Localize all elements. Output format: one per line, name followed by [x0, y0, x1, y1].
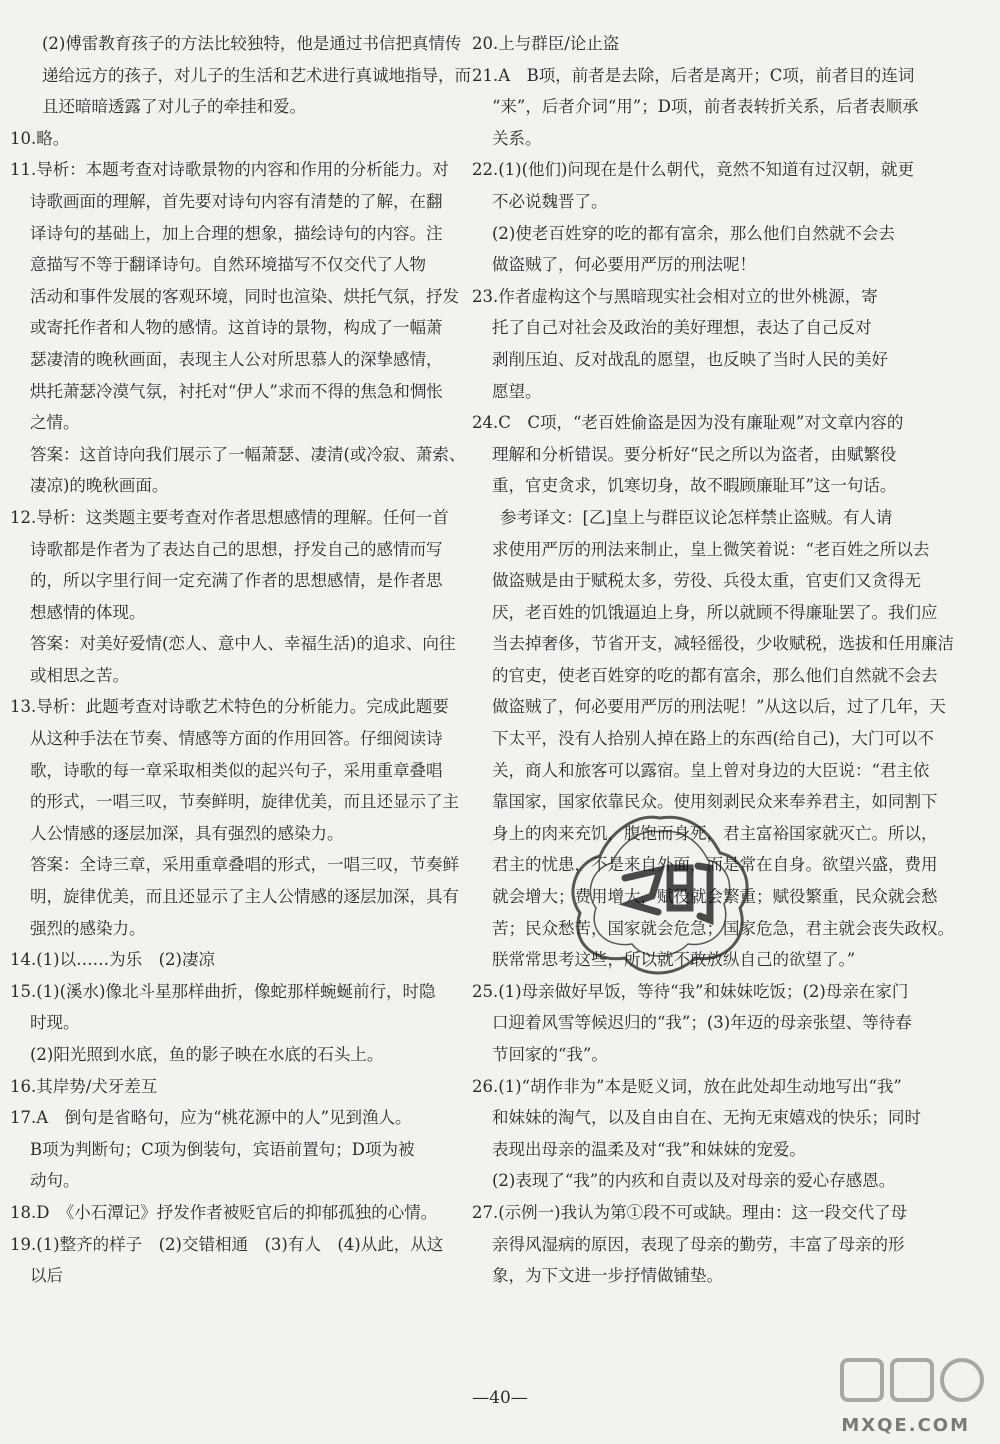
text-line: 17.A 倒句是省略句，应为“桃花源中的人”见到渔人。: [10, 1108, 412, 1128]
text-line: 厌，老百姓的饥饿逼迫上身，所以就顾不得廉耻罢了。我们应: [492, 602, 938, 622]
right-column: [472, 28, 954, 1292]
text-line: 托了自己对社会及政治的美好理想，表达了自己反对: [492, 318, 872, 338]
stamp-seal-icon: [560, 808, 760, 978]
text-line: 答案：这首诗向我们展示了一幅萧瑟、凄清(或冷寂、萧索、: [30, 444, 466, 464]
text-line: 答案：全诗三章，采用重章叠唱的形式，一唱三叹，节奏鲜: [30, 855, 459, 875]
text-line: 做盗贼是由于赋税太多，劳役、兵役太重，官吏们又贪得无: [492, 571, 921, 591]
text-line: 亲得风湿病的原因，表现了母亲的勤劳，丰富了母亲的形: [492, 1234, 905, 1254]
text-line: 16.其岸势/犬牙差互: [10, 1076, 158, 1096]
text-line: 愿望。: [492, 381, 542, 401]
text-line: 关系。: [492, 128, 542, 148]
text-line: 做盗贼了，何必要用严厉的刑法呢！”从这以后，过了几年，天: [492, 697, 946, 717]
text-line: 剥削压迫、反对战乱的愿望，也反映了当时人民的美好: [492, 349, 888, 369]
text-line: B项为判断句；C项为倒装句，宾语前置句；D项为被: [30, 1139, 415, 1159]
text-line: 答案：对美好爱情(恋人、意中人、幸福生活)的追求、向往: [30, 634, 456, 654]
text-line: 从这种手法在节奏、情感等方面的作用回答。仔细阅读诗: [30, 729, 443, 749]
text-line: 22.(1)(他们)问现在是什么朝代，竟然不知道有过汉朝，就更: [472, 160, 914, 180]
text-line: 凄凉)的晚秋画面。: [30, 476, 169, 496]
text-line: 君主的忧患，不是来自外面，而是常在自身。欲望兴盛，费用: [492, 855, 938, 875]
text-line: 20.上与群臣/论止盗: [472, 34, 620, 53]
text-line: 26.(1)“胡作非为”本是贬义词，放在此处却生动地写出“我”: [472, 1076, 902, 1096]
text-line: 不必说魏晋了。: [492, 191, 608, 211]
text-line: 25.(1)母亲做好早饭，等待“我”和妹妹吃饭；(2)母亲在家门: [472, 981, 909, 1001]
text-line: 身上的肉来充饥，腹饱而身死，君主富裕国家就灭亡。所以，: [492, 823, 938, 843]
text-line: 做盗贼了，何必要用严厉的刑法呢！: [492, 255, 756, 275]
text-line: 且还暗暗透露了对儿子的牵挂和爱。: [42, 97, 306, 117]
text-line: 之情。: [30, 413, 80, 433]
text-line: 或寄托作者和人物的感情。这首诗的景物，构成了一幅萧: [30, 318, 443, 338]
text-line: 当去掉奢侈，节省开支，减轻徭役，少收赋税，选拔和任用廉洁: [492, 634, 954, 654]
text-line: 苦；民众愁苦，国家就会危急；国家危急，君主就会丧失政权。: [492, 918, 954, 938]
text-line: 14.(1)以……为乐 (2)凄凉: [10, 950, 215, 970]
text-line: 13.导析：此题考查对诗歌艺术特色的分析能力。完成此题要: [10, 697, 449, 717]
text-line: 就会增大；费用增大，赋役就会繁重；赋役繁重，民众就会愁: [492, 887, 938, 907]
text-line: 的形式，一唱三叹，节奏鲜明，旋律优美，而且还显示了主: [30, 792, 459, 812]
text-line: 强烈的感染力。: [30, 918, 146, 938]
text-line: 表现出母亲的温柔及对“我”和妹妹的宠爱。: [492, 1139, 806, 1159]
text-line: “来”，后者介词“用”；D项，前者表转折关系，后者表顺承: [492, 97, 919, 117]
text-line: 朕常常思考这些，所以就不敢放纵自己的欲望了。”: [492, 950, 856, 970]
text-line: 烘托萧瑟冷漠气氛，衬托对“伊人”求而不得的焦急和惆怅: [30, 381, 443, 401]
text-line: 23.作者虚构这个与黑暗现实社会相对立的世外桃源，寄: [472, 286, 878, 306]
text-line: 18.D 《小石潭记》抒发作者被贬官后的抑郁孤独的心情。: [10, 1202, 438, 1222]
text-line: (2)表现了“我”的内疚和自责以及对母亲的爱心存感恩。: [492, 1171, 896, 1191]
text-line: 递给远方的孩子，对儿子的生活和艺术进行真诚地指导，而: [42, 65, 471, 85]
text-line: 人公情感的逐层加深，具有强烈的感染力。: [30, 823, 344, 843]
text-line: 12.导析：这类题主要考查对作者思想感情的理解。任何一首: [10, 507, 449, 527]
text-line: 靠国家，国家依靠民众。使用刻剥民众来奉养君主，如同割下: [492, 792, 938, 812]
text-line: 10.略。: [10, 128, 70, 148]
text-line: 诗歌都是作者为了表达自己的思想，抒发自己的感情而写: [30, 539, 443, 559]
text-line: 27.(示例一)我认为第①段不可或缺。理由：这一段交代了母: [472, 1202, 908, 1222]
text-line: 和妹妹的淘气，以及自由自在、无拘无束嬉戏的快乐；同时: [492, 1108, 921, 1128]
text-line: (2)傅雷教育孩子的方法比较独特，他是通过书信把真情传: [42, 34, 462, 53]
text-line: 时现。: [30, 1013, 80, 1033]
text-line: (2)使老百姓穿的吃的都有富余，那么他们自然就不会去: [492, 223, 895, 243]
text-line: 15.(1)(溪水)像北斗星那样曲折，像蛇那样蜿蜒前行，时隐: [10, 981, 436, 1001]
text-line: 诗歌画面的理解，首先要对诗句内容有清楚的了解，在翻: [30, 191, 443, 211]
text-line: 象，为下文进一步抒情做铺垫。: [492, 1266, 723, 1286]
text-line: 重，官吏贪求，饥寒切身，故不暇顾廉耻耳”这一句话。: [492, 476, 897, 496]
text-line: 11.导析：本题考查对诗歌景物的内容和作用的分析能力。对: [10, 160, 449, 180]
text-line: 歌，诗歌的每一章采取相类似的起兴句子，采用重章叠唱: [30, 760, 443, 780]
text-line: 关，商人和旅客可以露宿。皇上曾对身边的大臣说：“君主依: [492, 760, 930, 780]
text-line: 明，旋律优美，而且还显示了主人公情感的逐层加深，具有: [30, 887, 459, 907]
text-line: 21.A B项，前者是去除，后者是离开；C项，前者目的连词: [472, 65, 915, 85]
left-column: [10, 28, 471, 1292]
text-line: 瑟凄清的晚秋画面，表现主人公对所思慕人的深挚感情，: [30, 349, 443, 369]
text-line: 口迎着风雪等候迟归的“我”；(3)年迈的母亲张望、等待春: [492, 1013, 912, 1033]
text-line: 的，所以字里行间一定充满了作者的思想感情，是作者思: [30, 571, 443, 591]
text-line: 的官吏，使老百姓穿的吃的都有富余，那么他们自然就不会去: [492, 665, 938, 685]
text-line: 想感情的体现。: [30, 602, 146, 622]
text-line: 动句。: [30, 1171, 80, 1191]
text-line: 节回家的“我”。: [492, 1045, 608, 1064]
text-line: 以后: [30, 1266, 63, 1286]
text-line: 活动和事件发展的客观环境，同时也渲染、烘托气氛，抒发: [30, 286, 459, 306]
watermark-text: MXQE.COM: [841, 1415, 970, 1436]
page-number: —40—: [472, 1388, 528, 1408]
text-line: 理解和分析错误。要分析好“民之所以为盗者，由赋繁役: [492, 444, 897, 464]
text-line: 意描写不等于翻译诗句。自然环境描写不仅交代了人物: [30, 255, 426, 275]
text-line: 参考译文：[乙]皇上与群臣议论怎样禁止盗贼。有人请: [500, 507, 893, 527]
text-line: 译诗句的基础上，加上合理的想象，描绘诗句的内容。注: [30, 223, 443, 243]
text-line: 24.C C项，“老百姓偷盗是因为没有廉耻观”对文章内容的: [472, 413, 904, 433]
text-line: 求使用严厉的刑法来制止，皇上微笑着说：“老百姓之所以去: [492, 539, 930, 559]
text-line: (2)阳光照到水底，鱼的影子映在水底的石头上。: [30, 1045, 384, 1064]
text-line: 或相思之苦。: [30, 665, 129, 685]
text-line: 19.(1)整齐的样子 (2)交错相通 (3)有人 (4)从此，从这: [10, 1234, 444, 1254]
text-line: 下太平，没有人拾别人掉在路上的东西(给自己)，大门可以不: [492, 729, 934, 749]
